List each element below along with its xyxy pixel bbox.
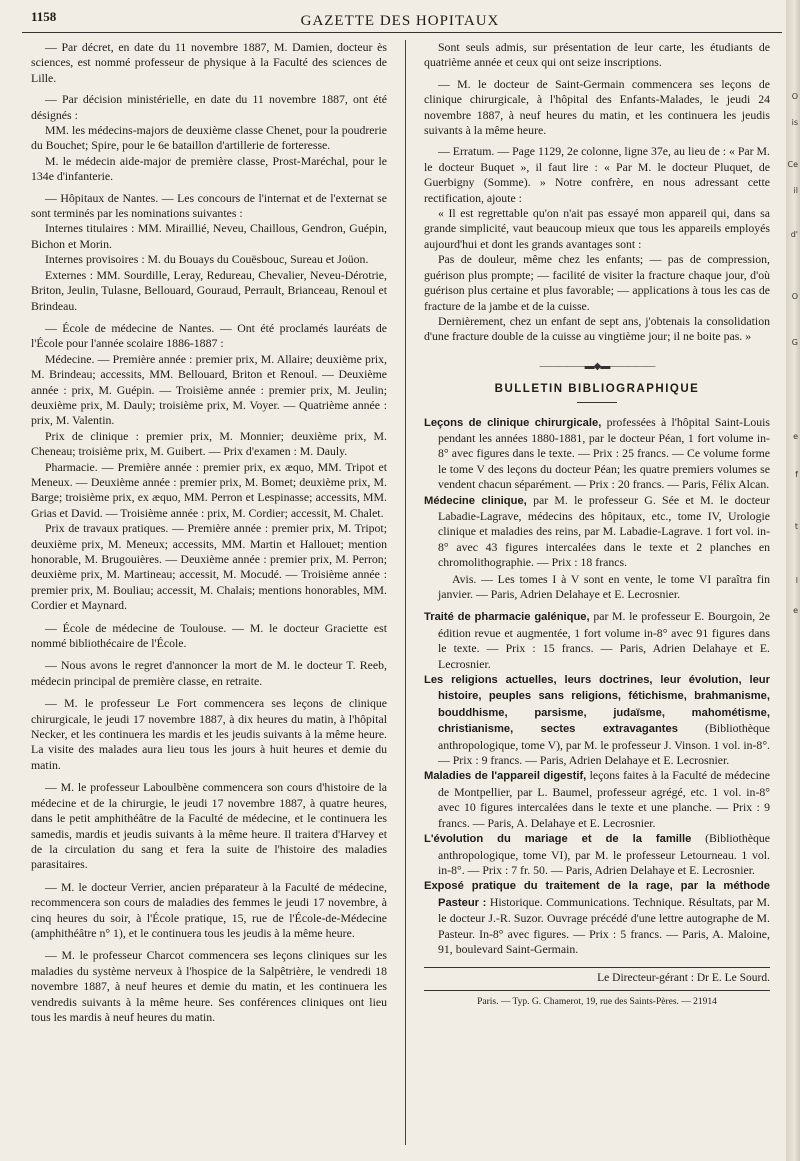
news-item: Prix de clinique : premier prix, M. Monnier; deuxième prix, M. Cheneau; troisième prix, M. Guibert. — Prix d'examen : M. Dauly.: [31, 428, 387, 459]
news-item: Médecine. — Première année : premier prix, M. Allaire; deuxième prix, M. Brindeau; accessits, MM. Bellouard, Briton et Renoul. — Deuxième année : prix, M. Guépin. — Troisième année : premier prix, M. Jeulin; deuxième prix, M. Dauly; troisième prix, M. Voyer. — Quatrième année : prix, M. Valentin.: [31, 351, 387, 428]
bibliography-entry: [424, 672, 770, 768]
left-column: [31, 40, 387, 1025]
entry-details: leçons faites à la Faculté de médecine de Montpellier, par L. Baumel, professeur agrégé, etc. 1 vol. in-8° avec 10 figures intercalées dans le texte et une planche. — Prix : 9 francs. — Paris, A. Delahaye et E. Lecrosnier.: [438, 768, 770, 830]
running-title: GAZETTE DES HOPITAUX: [300, 13, 500, 29]
header-rule: [22, 32, 782, 33]
bibliography-entry: [424, 609, 770, 672]
news-item: Dernièrement, chez un enfant de sept ans, j'obtenais la consolidation d'une fracture double de la cuisse au vingtième jour; il ne boite pas. »: [424, 313, 770, 344]
entry-title: Les religions actuelles, leurs doctrines, leur évolution, leur histoire, peuples sans religions, fétichisme, brahmanisme, bouddhisme, parsisme, judaïsme, mahométisme, christianisme, sectes extravagantes: [424, 674, 770, 736]
news-item: MM. les médecins-majors de deuxième classe Chenet, pour la poudrerie du Bouchet; Spire, pour le 6e bataillon d'artillerie de forteresse.: [31, 123, 387, 153]
page-number: 1158: [31, 9, 57, 24]
edge-glyph: e: [793, 606, 798, 615]
entry-title: Exposé pratique du traitement de la rage, par la méthode Pasteur :: [424, 880, 770, 909]
edge-glyph: l: [795, 576, 798, 585]
edge-glyph: G: [791, 338, 798, 347]
edge-glyph: Ce: [787, 160, 798, 169]
news-item: Pas de douleur, même chez les enfants; — pas de compression, guérison plus prompte; — facilité de visiter la fracture chaque jour, d'où guérison plus certaine et plus favorable; — applications à tous les cas de fracture de la jambe et de la cuisse.: [424, 252, 770, 313]
signature-rule: [424, 967, 770, 968]
entry-details: (Bibliothèque anthropologique, tome V), par M. le professeur J. Vinson. 1 vol. in-8°. — Prix : 9 francs. — Paris, Adrien Delahaye et E. Lecrosnier.: [438, 721, 770, 768]
news-item: Pharmacie. — Première année : premier prix, ex æquo, MM. Tripot et Meneux. — Deuxième année : premier prix, M. Bomet; deuxième prix, M. Barge; troisième prix, ex æquo, MM. Perron et Lespinasse; accessits, MM. Grias et David. — Troisième année : prix, M. Cordier; accessit, M. Chalet.: [31, 459, 387, 520]
entry-details: (Bibliothèque anthropologique, tome VI), par M. le professeur Letourneau. 1 vol. in-8°. — Prix : 7 fr. 50. — Paris, Adrien Delahaye et E. Lecrosnier.: [438, 831, 770, 877]
entry-title: Maladies de l'appareil digestif,: [424, 770, 587, 783]
entry-details: par M. le professeur G. Sée et M. le docteur Labadie-Lagrave, médecins des hôpitaux, etc., tome IV, Urologie clinique et maladies des reins, par M. Labadie-Lagrave. 1 fort vol. in-8° avec 43 figures intercalées dans le texte et 2 planches en chromolithographie. — Prix : 18 francs.: [438, 492, 770, 570]
news-item: — M. le docteur Verrier, ancien préparateur à la Faculté de médecine, recommencera son cours de maladies des femmes le jeudi 17 novembre, à cinq heures du soir, à l'École pratique, 15, rue de l'École-de-Médecine (amphithéâtre n° 1), et le continuera tous les jeudis à la même heure.: [31, 879, 387, 940]
edge-glyph: O: [791, 292, 798, 301]
column-divider: [405, 40, 406, 1145]
entry-title: L'évolution du mariage et de la famille: [424, 833, 692, 846]
entry-details: par M. le professeur E. Bourgoin, 2e édition revue et augmentée, 1 fort volume in-8° avec 91 figures dans le texte. — Prix : 15 francs. — Paris, Adrien Delahaye et E. Lecrosnier.: [438, 609, 770, 671]
news-item: — M. le professeur Charcot commencera ses leçons cliniques sur les maladies du système nerveux à l'hospice de la Salpêtrière, le vendredi 18 novembre 1887, à neuf heures et demie du matin, et les continuera les vendredis suivants à la même heure. Ses conférences cliniques ont lieu tous les mardis à neuf heures du matin.: [31, 948, 387, 1024]
news-item: — M. le professeur Le Fort commencera ses leçons de clinique chirurgicale, le jeudi 17 novembre 1887, à dix heures du matin, à l'hôpital Necker, et les continuera les mardis et les jeudis suivants à la même heure. La visite des malades aura lieu tous les jours à huit heures et demie du matin.: [31, 696, 387, 772]
edge-glyph: f: [795, 470, 798, 479]
section-ornament: —————▬◆▬—————: [539, 360, 655, 372]
news-item: — M. le docteur de Saint-Germain commencera ses leçons de clinique chirurgicale, à l'hôpital des Enfants-Malades, le jeudi 24 novembre 1887, à neuf heures du matin, et les continuera les jeudis suivants à la même heure.: [424, 76, 770, 138]
printer-imprint: Paris. — Typ. G. Chamerot, 19, rue des Saints-Pères. — 21914: [477, 996, 717, 1007]
news-item: Internes titulaires : MM. Miraillié, Neveu, Chaillous, Gendron, Guépin, Bichon et Morin.: [31, 221, 387, 251]
entry-title: Traité de pharmacie galénique,: [424, 611, 590, 624]
right-column: [424, 40, 770, 1010]
news-item: Prix de travaux pratiques. — Première année : premier prix, M. Tripot; deuxième prix, M. Meneux; accessits, MM. Martin et Hallouet; mention honorable, M. Brugouières. — Deuxième année : premier prix, M. Perron; deuxième prix, M. Martineau; accessit, M. Mocudé. — Troisième année : premier prix, M. Bouliau; accessit, M. Chalais; mentions honorables, MM. Cordier et Maynard.: [31, 521, 387, 613]
news-item: — Par décret, en date du 11 novembre 1887, M. Damien, docteur ès sciences, est nommé professeur de physique à la Faculté des sciences de Lille.: [31, 40, 387, 85]
bibliography-entry: [424, 493, 770, 571]
news-item: — Hôpitaux de Nantes. — Les concours de l'internat et de l'externat se sont terminés par les nominations suivantes :: [31, 190, 387, 221]
news-item: M. le médecin aide-major de première classe, Prost-Maréchal, pour le 134e d'infanterie.: [31, 153, 387, 184]
edge-glyph: d': [790, 230, 798, 239]
edge-glyph: O: [791, 92, 798, 101]
news-item: — Par décision ministérielle, en date du 11 novembre 1887, ont été désignés :: [31, 92, 387, 122]
edge-glyph: il: [793, 186, 798, 195]
entry-note: Avis. — Les tomes I à V sont en vente, le tome VI paraîtra fin janvier. — Paris, Adrien Delahaye et E. Lecrosnier.: [438, 571, 770, 601]
imprint-rule: [424, 990, 770, 991]
entry-title: Leçons de clinique chirurgicale,: [424, 416, 602, 429]
bibliography-entry: [424, 878, 770, 957]
bulletin-title: BULLETIN BIBLIOGRAPHIQUE: [494, 383, 700, 396]
news-item: — Erratum. — Page 1129, 2e colonne, ligne 37e, au lieu de : « Par M. le docteur Buquet », il faut lire : « Par M. le docteur Pluquet, de Guerbigny (Somme). » Notre confrère, en nous adressant cette rectification, ajoute :: [424, 144, 770, 205]
editor-signature: Le Directeur-gérant : Dr E. Le Sourd.: [597, 972, 770, 985]
news-item: Externes : MM. Sourdille, Leray, Redureau, Chevalier, Neveu-Dérotrie, Briton, Jeulin, Tulasne, Bellouard, Gouraud, Perrault, Brianceau, Renoul et Brindeau.: [31, 267, 387, 313]
bibliography-entry: [424, 415, 770, 493]
edge-glyph: t: [794, 522, 798, 531]
entry-details: professées à l'hôpital Saint-Louis pendant les années 1880-1881, par le docteur Péan, 1 fort volume in-8° avec figures dans le texte. — Prix : 25 francs. — Ce volume forme le tome V des leçons du docteur Péan; les quatre premiers volumes se vendent chacun séparément. — Prix : 20 francs. — Paris, Félix Alcan.: [438, 414, 770, 492]
bibliography-entry: [424, 768, 770, 831]
news-item: Sont seuls admis, sur présentation de leur carte, les étudiants de quatrième année et ceux qui ont seize inscriptions.: [424, 40, 770, 70]
entry-details: Historique. Communications. Technique. Résultats, par M. le docteur J.-R. Suzor. Ouvrage précédé d'une lettre autographe de M. Pasteur. In-8° avec figures. — Prix : 5 francs. — Paris, A. Maloine, 91, boulevard Saint-Germain.: [438, 894, 770, 956]
entry-title: Médecine clinique,: [424, 494, 527, 507]
edge-glyph: e: [793, 432, 798, 441]
edge-glyph: is: [791, 118, 798, 127]
bibliography-entry: [424, 831, 770, 878]
news-item: — École de médecine de Toulouse. — M. le docteur Graciette est nommé bibliothécaire de l'École.: [31, 620, 387, 651]
news-item: « Il est regrettable qu'on n'ait pas essayé mon appareil qui, dans sa grande simplicité, vaut beaucoup mieux que tous les appareils employés aujourd'hui et dont les grands avantages sont :: [424, 206, 770, 251]
news-item: — École de médecine de Nantes. — Ont été proclamés lauréats de l'École pour l'année scolaire 1886-1887 :: [31, 320, 387, 351]
title-rule: [577, 402, 617, 403]
news-item: Internes provisoires : M. du Bouays du Couësbouc, Sureau et Joüon.: [45, 252, 369, 267]
news-item: — Nous avons le regret d'annoncer la mort de M. le docteur T. Reeb, médecin principal de première classe, en retraite.: [31, 658, 387, 688]
news-item: — M. le professeur Laboulbène commencera son cours d'histoire de la médecine et de la chirurgie, le jeudi 17 novembre 1887, à quatre heures, dans le petit amphithéâtre de la Faculté de médecine, et le continuera les samedis, mardis et jeudis suivants à la même heure. Il traitera d'Harvey et de la circulation du sang et fera la suite de l'histoire des maladies parasitaires.: [31, 780, 387, 872]
adjacent-page-edge: [786, 0, 800, 1161]
